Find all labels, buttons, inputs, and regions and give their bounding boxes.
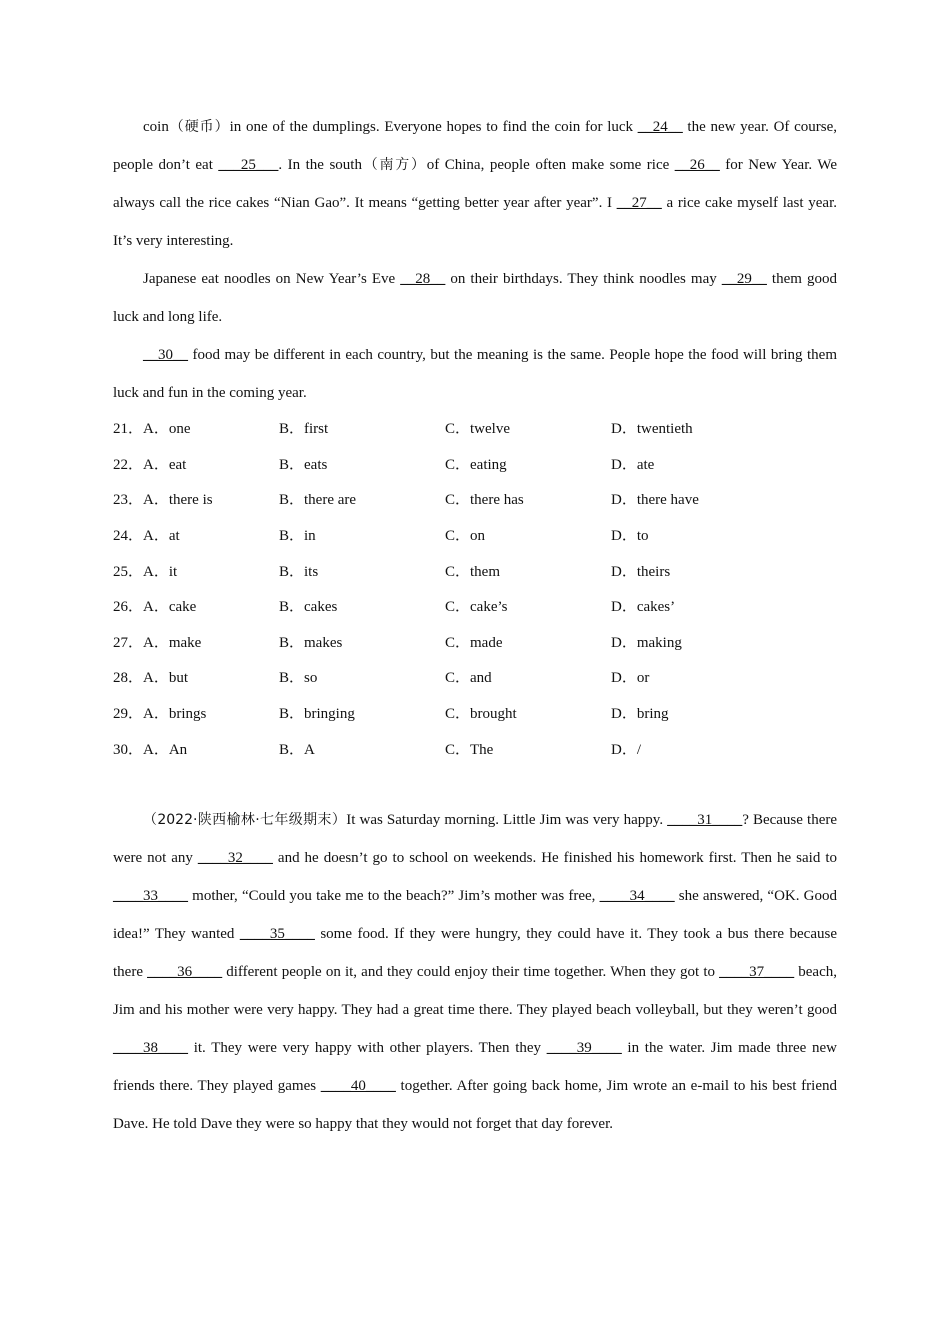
option-c: C．and <box>445 670 492 687</box>
option-a <box>113 631 279 652</box>
option-c: C．cake’s <box>445 599 508 616</box>
blank-25: ___25___ <box>218 157 279 173</box>
text: a rice cake myself last year. It’s very interesting. <box>113 195 837 249</box>
text: it. They were very happy with other players. Then they <box>188 1039 547 1056</box>
option-c: C．made <box>445 634 503 651</box>
option-c: C．twelve <box>445 421 510 438</box>
option-a-text: A．it <box>143 563 178 580</box>
question-number: 28． <box>113 670 144 687</box>
option-a <box>113 738 279 759</box>
option-c: C．them <box>445 563 500 580</box>
option-a-text: A．eat <box>143 456 187 473</box>
option-a-text: A．brings <box>143 706 207 723</box>
option-b: B．makes <box>279 634 343 651</box>
blank-35: ____35____ <box>239 925 315 942</box>
text: in the water. Jim made three new friends there. They played games <box>113 1039 837 1094</box>
question-row <box>113 410 837 446</box>
blank-28: __28__ <box>400 271 446 287</box>
option-a-text: A．cake <box>143 599 197 616</box>
option-d: D．cakes’ <box>611 599 676 616</box>
option-a <box>113 488 279 509</box>
text: together. After going back home, Jim wrote an e-mail to his best friend Dave. He told Dave they were so happy that they would not forget that day forever. <box>113 1077 837 1132</box>
question-number: 29． <box>113 706 144 723</box>
option-c: C．on <box>445 528 486 545</box>
question-number: 27． <box>113 634 144 651</box>
blank-32: ____32____ <box>197 849 273 866</box>
gloss: （南方） <box>361 157 427 173</box>
option-c: C．The <box>445 741 494 758</box>
option-b: B．bringing <box>279 706 355 723</box>
blank-33: ____33____ <box>113 887 188 904</box>
passage1-paragraph2 <box>113 260 837 336</box>
blank-26: __26__ <box>674 157 720 173</box>
text: for New Year. We always call the rice cakes “Nian Gao”. It means “getting better year after year”. I <box>113 157 837 211</box>
gloss: （硬币） <box>168 119 230 135</box>
question-row <box>113 588 837 624</box>
text: some food. If they were hungry, they could have it. They took a bus there because there <box>113 925 837 980</box>
option-d: D．making <box>611 634 682 651</box>
blank-36: ____36____ <box>147 963 223 980</box>
text: food may be different in each country, but the meaning is the same. People hope the food will bring them luck and fun in the coming year. <box>113 347 837 401</box>
text: them good luck and long life. <box>113 271 837 325</box>
passage2-paragraph <box>113 801 837 1143</box>
text: coin <box>143 119 169 135</box>
text: beach, Jim and his mother were very happy. They had a great time there. They played beach volleyball, but they weren’t good <box>113 963 837 1018</box>
option-c: C．there has <box>445 492 524 509</box>
text: the new year. Of course, people don’t eat <box>113 119 838 173</box>
text: on their birthdays. They think noodles may <box>445 271 722 287</box>
option-a-text: A．make <box>143 634 202 651</box>
question-number: 30． <box>113 741 144 758</box>
option-b: B．eats <box>279 456 328 473</box>
answer-options <box>113 410 837 766</box>
option-a <box>113 560 279 581</box>
question-number: 22． <box>113 456 144 473</box>
option-a-text: A．An <box>143 741 188 758</box>
option-d: D．twentieth <box>611 421 693 438</box>
option-b: B．first <box>279 421 329 438</box>
option-c: C．eating <box>445 456 507 473</box>
question-number: 23． <box>113 492 144 509</box>
question-number: 24． <box>113 528 144 545</box>
text: . In the south <box>278 157 362 173</box>
document-page <box>113 108 837 1143</box>
blank-37: ____37____ <box>719 963 795 980</box>
question-number: 25． <box>113 563 144 580</box>
blank-30: __30__ <box>143 347 188 363</box>
option-b: B．its <box>279 563 319 580</box>
blank-34: ____34____ <box>599 887 675 904</box>
question-row <box>113 624 837 660</box>
option-b: B．A <box>279 741 315 758</box>
blank-39: ____39____ <box>546 1039 622 1056</box>
option-a <box>113 702 279 723</box>
option-b: B．there are <box>279 492 357 509</box>
passage1-paragraph3 <box>113 336 837 412</box>
text: different people on it, and they could enjoy their time together. When they got to <box>222 963 720 980</box>
option-a-text: A．there is <box>143 492 213 509</box>
blank-38: ____38____ <box>113 1039 188 1056</box>
option-b: B．cakes <box>279 599 338 616</box>
question-row <box>113 730 837 766</box>
question-number: 21． <box>113 421 144 438</box>
text: mother, “Could you take me to the beach?” Jim’s mother was free, <box>188 887 600 904</box>
option-d: D．or <box>611 670 650 687</box>
question-row <box>113 659 837 695</box>
blank-27: __27__ <box>616 195 662 211</box>
source-label: （2022·陕西榆林·七年级期末） <box>143 811 347 828</box>
option-a <box>113 453 279 474</box>
text: ? Because there were not any <box>113 811 838 866</box>
option-a <box>113 524 279 545</box>
question-row <box>113 481 837 517</box>
text: It was Saturday morning. Little Jim was very happy. <box>346 811 668 828</box>
option-d: D．theirs <box>611 563 671 580</box>
option-d: D．ate <box>611 456 655 473</box>
text: in one of the dumplings. Everyone hopes to find the coin for luck <box>229 119 638 135</box>
option-a-text: A．one <box>143 421 191 438</box>
option-a <box>113 417 279 438</box>
option-d: D．bring <box>611 706 669 723</box>
option-b: B．so <box>279 670 318 687</box>
option-d: D．there have <box>611 492 699 509</box>
passage1-paragraph1 <box>113 108 837 260</box>
text: of China, people often make some rice <box>426 157 675 173</box>
question-row <box>113 695 837 731</box>
question-number: 26． <box>113 599 144 616</box>
text: and he doesn’t go to school on weekends. He finished his homework first. Then he said to <box>272 849 837 866</box>
blank-40: ____40____ <box>320 1077 396 1094</box>
option-b: B．in <box>279 528 316 545</box>
blank-24: __24__ <box>637 119 683 135</box>
question-row <box>113 517 837 553</box>
blank-31: ____31____ <box>667 811 743 828</box>
question-row <box>113 552 837 588</box>
question-row <box>113 446 837 482</box>
option-a <box>113 666 279 687</box>
option-d: D．to <box>611 528 649 545</box>
option-d: D．/ <box>611 741 642 758</box>
text: she answered, “OK. Good idea!” They wanted <box>113 887 837 942</box>
option-a-text: A．but <box>143 670 189 687</box>
option-c: C．brought <box>445 706 517 723</box>
option-a-text: A．at <box>143 528 180 545</box>
option-a <box>113 595 279 616</box>
blank-29: __29__ <box>721 271 767 287</box>
text: Japanese eat noodles on New Year’s Eve <box>143 271 401 287</box>
